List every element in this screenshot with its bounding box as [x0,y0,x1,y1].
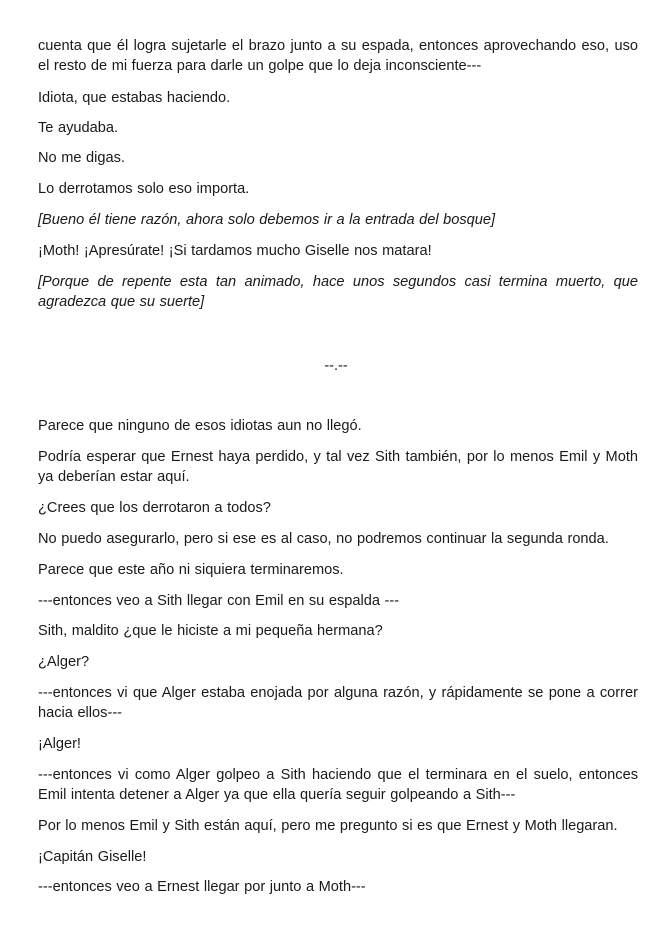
paragraph: ¡Moth! ¡Apresúrate! ¡Si tardamos mucho Giselle nos matara! [38,243,432,259]
paragraph: Lo derrotamos solo eso importa. [38,181,250,197]
paragraph: ---entonces vi que Alger estaba enojada por alguna razón, y rápidamente se pone a correr hacia ellos--- [38,685,638,721]
paragraph: ---entonces veo a Ernest llegar por junto a Moth--- [38,879,366,895]
paragraph: Sith, maldito ¿que le hiciste a mi pequeña hermana? [38,623,383,639]
paragraph: Parece que este año ni siquiera terminaremos. [38,562,344,578]
paragraph: Parece que ninguno de esos idiotas aun no llegó. [38,418,362,434]
paragraph: Podría esperar que Ernest haya perdido, y tal vez Sith también, por lo menos Emil y Moth ya deberían estar aquí. [38,449,638,485]
paragraph: Por lo menos Emil y Sith están aquí, pero me pregunto si es que Ernest y Moth llegaran. [38,818,618,834]
paragraph-italic: [Bueno él tiene razón, ahora solo debemos ir a la entrada del bosque] [38,212,496,228]
paragraph: Idiota, que estabas haciendo. [38,90,231,106]
paragraph: ¿Crees que los derrotaron a todos? [38,500,271,516]
paragraph: ---entonces vi como Alger golpeo a Sith haciendo que el terminara en el suelo, entonces Emil intenta detener a Alger ya que ella quería seguir golpeando a Sith--- [38,767,638,803]
paragraph: ¡Alger! [38,736,81,752]
paragraph: ¿Alger? [38,654,90,670]
paragraph: No me digas. [38,150,125,166]
paragraph: Te ayudaba. [38,120,119,136]
paragraph: No puedo asegurarlo, pero si ese es al caso, no podremos continuar la segunda ronda. [38,531,609,547]
section-separator: --.-- [324,358,348,374]
paragraph: ---entonces veo a Sith llegar con Emil en su espalda --- [38,593,400,609]
paragraph: cuenta que él logra sujetarle el brazo junto a su espada, entonces aprovechando eso, uso el resto de mi fuerza para darle un golpe que lo deja inconsciente--- [38,38,638,74]
paragraph-italic: [Porque de repente esta tan animado, hace unos segundos casi termina muerto, que agradezca que su suerte] [38,274,638,310]
paragraph: ¡Capitán Giselle! [38,849,147,865]
